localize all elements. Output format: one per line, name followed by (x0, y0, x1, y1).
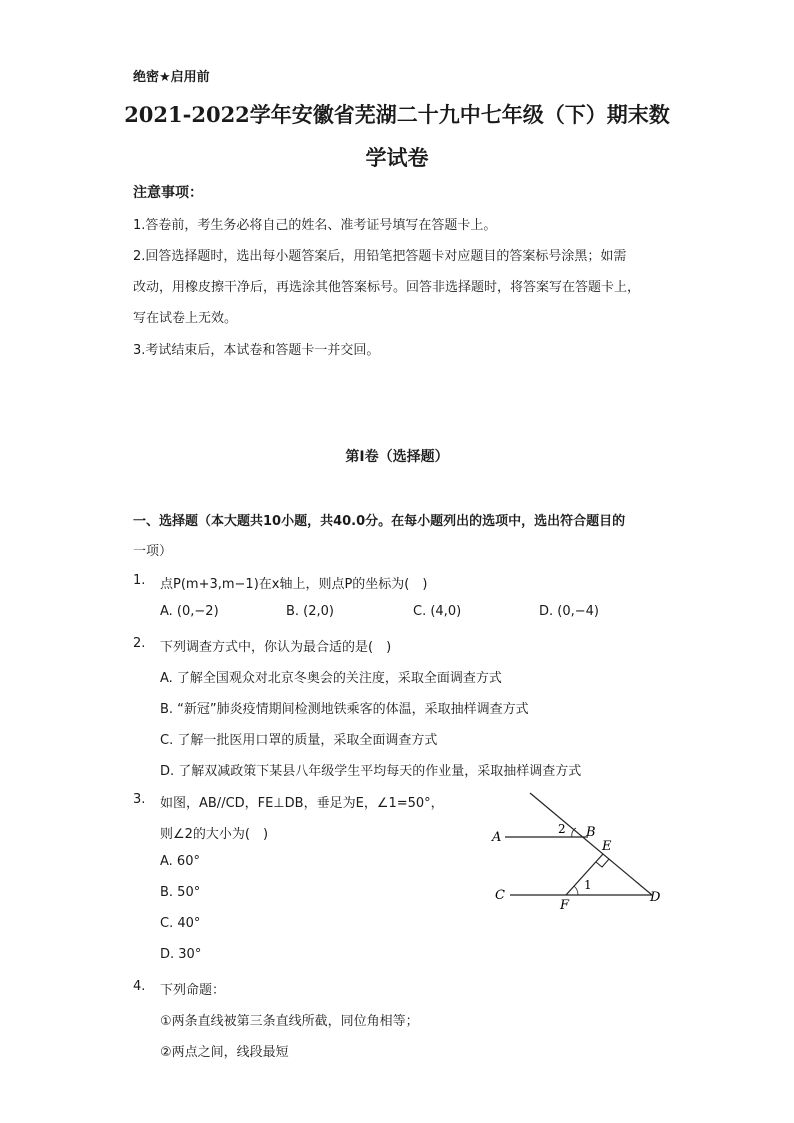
question-text-line2: 则∠2的大小为( ) (160, 827, 269, 842)
angle-1-arc (574, 886, 578, 895)
question-text: 下列命题： (160, 983, 226, 998)
note-3: 3.考试结束后，本试卷和答题卡一并交回。 (133, 343, 380, 358)
part-heading: 一、选择题（本大题共10小题，共40.0分。在每小题列出的选项中，选出符合题目的 (133, 514, 626, 529)
proposition-2: ②两点之间，线段最短 (160, 1045, 289, 1060)
note-2a: 2.回答选择题时，选出每小题答案后，用铅笔把答题卡对应题目的答案标号涂黑；如需 (133, 249, 627, 264)
question-number: 2. (133, 636, 146, 651)
option-b: B. (2,0) (286, 604, 335, 619)
label-c: C (495, 888, 505, 903)
secret-label: 绝密★启用前 (133, 70, 210, 85)
question-text: 下列调查方式中，你认为最合适的是( ) (160, 640, 392, 655)
label-e: E (602, 839, 612, 854)
question-number: 1. (133, 573, 146, 588)
label-angle-2: 2 (558, 822, 566, 836)
option-c: C. (4,0) (413, 604, 462, 619)
option-d: D. 了解双减政策下某县八年级学生平均每天的作业量，采取抽样调查方式 (160, 764, 582, 779)
notes-heading: 注意事项： (133, 185, 203, 201)
geometry-figure (480, 785, 680, 915)
note-2c: 写在试卷上无效。 (133, 311, 238, 326)
label-f: F (560, 898, 570, 913)
question-number: 4. (133, 979, 146, 994)
question-text: 如图，AB//CD，FE⊥DB，垂足为E，∠1=50°， (160, 796, 444, 811)
section-title: 第I卷（选择题） (345, 449, 449, 465)
label-b: B (586, 825, 596, 840)
option-b: B. 50° (160, 885, 201, 900)
proposition-1: ①两条直线被第三条直线所截，同位角相等； (160, 1014, 419, 1029)
page-title-line2: 学试卷 (365, 145, 429, 170)
note-1: 1.答卷前，考生务必将自己的姓名、准考证号填写在答题卡上。 (133, 218, 497, 233)
label-a: A (492, 830, 502, 845)
option-d: D. (0,−4) (539, 604, 599, 619)
question-number: 3. (133, 792, 146, 807)
part-heading-line2: 一项） (133, 544, 173, 559)
option-a: A. 了解全国观众对北京冬奥会的关注度，采取全面调查方式 (160, 671, 502, 686)
note-2b: 改动，用橡皮擦干净后，再选涂其他答案标号。回答非选择题时，将答案写在答题卡上， (133, 280, 641, 295)
page-title: 2021-2022学年安徽省芜湖二十九中七年级（下）期末数 (124, 102, 670, 127)
option-b: B. “新冠”肺炎疫情期间检测地铁乘客的体温，采取抽样调查方式 (160, 702, 529, 717)
option-a: A. 60° (160, 854, 200, 869)
label-d: D (650, 890, 661, 905)
option-c: C. 40° (160, 916, 201, 931)
label-angle-1: 1 (584, 878, 592, 892)
angle-2-arc (572, 828, 576, 837)
question-text: 点P(m+3,m−1)在x轴上，则点P的坐标为( ) (160, 577, 428, 592)
option-c: C. 了解一批医用口罩的质量，采取全面调查方式 (160, 733, 438, 748)
option-a: A. (0,−2) (160, 604, 219, 619)
option-d: D. 30° (160, 947, 202, 962)
